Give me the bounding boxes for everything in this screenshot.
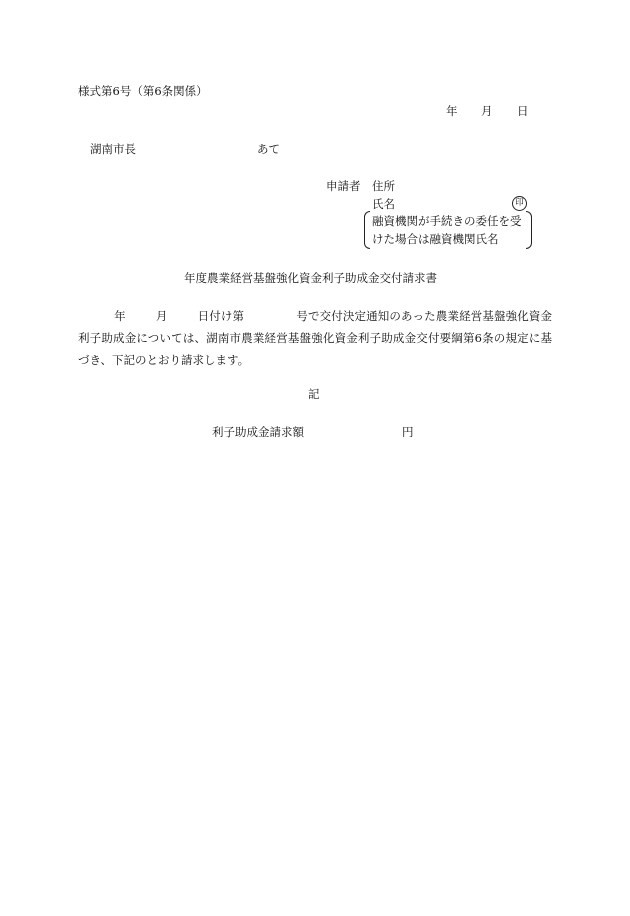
ki-heading: 記 <box>308 387 320 401</box>
addressee-suffix: あて <box>257 142 280 156</box>
addressee-name: 湖南市長 <box>90 142 136 156</box>
document-title: 年度農業経営基盤強化資金利子助成金交付請求書 <box>184 271 437 285</box>
body-dated-no: 日付け第 <box>197 309 245 323</box>
body-main-text: 号で交付決定通知のあった農業経営基盤強化資金利子助成金については、湖南市農業経営基盤強化資金利子助成金交付要綱第6条の規定に基づき、下記のとおり請求します。 <box>78 309 553 367</box>
agent-note-bracket <box>364 211 532 249</box>
date-month: 月 <box>481 104 493 118</box>
seal-mark: 印 <box>512 196 527 211</box>
body-year: 年 <box>114 309 126 323</box>
agent-note-line1: 融資機関が手続きの委任を受 <box>372 214 522 228</box>
bracket-left <box>364 211 370 249</box>
address-label: 住所 <box>372 179 395 193</box>
name-label: 氏名 <box>372 197 395 211</box>
body-month: 月 <box>155 309 168 323</box>
date-day: 日 <box>517 104 529 118</box>
bracket-right <box>526 211 532 249</box>
body-paragraph <box>78 305 552 371</box>
claim-label: 利子助成金請求額 <box>212 425 304 439</box>
agent-note-line2: けた場合は融資機関氏名 <box>372 232 499 246</box>
claim-unit: 円 <box>402 425 414 439</box>
form-number: 様式第6号（第6条関係） <box>78 84 208 98</box>
date-year: 年 <box>446 104 458 118</box>
agent-note-text <box>372 212 522 248</box>
applicant-label: 申請者 <box>326 179 361 193</box>
